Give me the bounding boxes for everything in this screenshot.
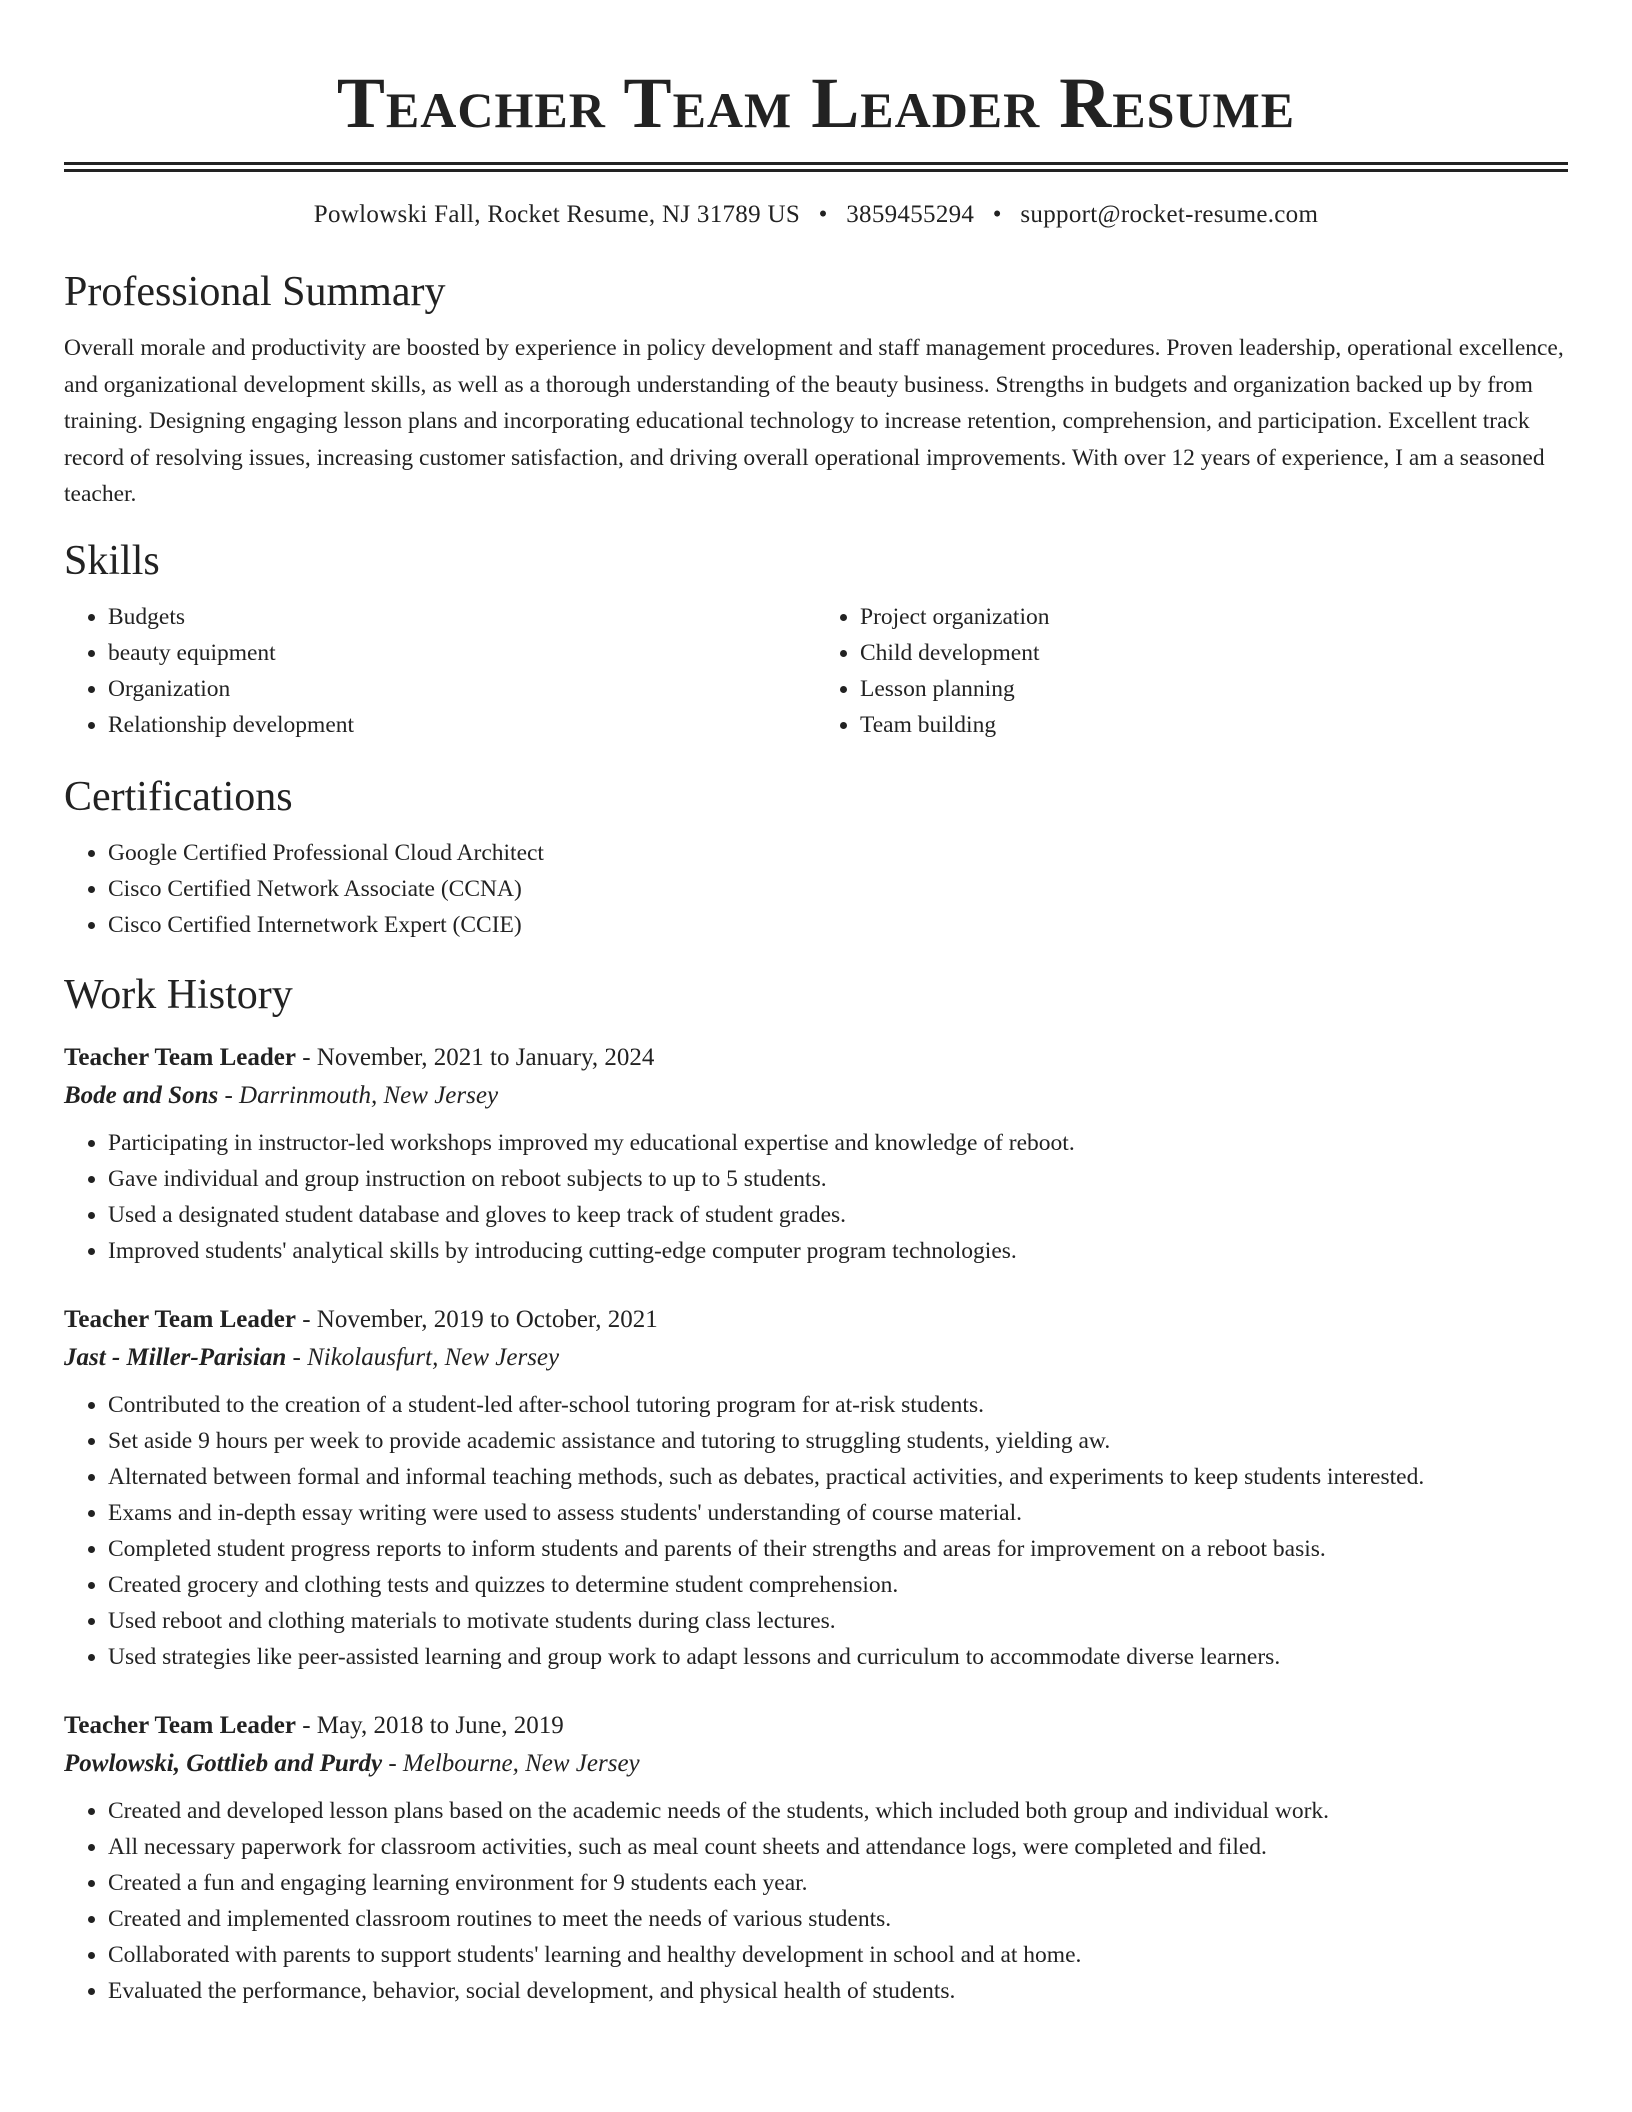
company-line <box>64 1339 1568 1377</box>
contact-separator: • <box>992 201 1002 228</box>
job-bullet: • Improved students' analytical skills by introducing cutting-edge computer program technologies. <box>108 1233 1568 1269</box>
section-heading-summary: Professional Summary <box>64 269 446 315</box>
job-bullet: • Used reboot and clothing materials to motivate students during class lectures. <box>108 1603 1568 1639</box>
company-location: - Darrinmouth, New Jersey <box>218 1081 499 1109</box>
job-bullet: • Created and developed lesson plans based on the academic needs of the students, which included both group and individual work. <box>108 1793 1568 1829</box>
company-name: Jast - Miller-Parisian <box>64 1343 287 1371</box>
job-bullet: • Used a designated student database and gloves to keep track of student grades. <box>108 1197 1568 1233</box>
job-bullet: • Completed student progress reports to inform students and parents of their strengths and areas for improvement on a reboot basis. <box>108 1531 1568 1567</box>
job-dates: - November, 2021 to January, 2024 <box>295 1043 655 1071</box>
section-heading-work-history: Work History <box>64 971 293 1018</box>
skills-left-column <box>64 599 816 743</box>
skill-item: • Team building <box>860 707 1568 743</box>
skill-item: • Lesson planning <box>860 671 1568 707</box>
job-entry <box>64 1707 1568 2009</box>
job-bullet: • Evaluated the performance, behavior, social development, and physical health of students. <box>108 1973 1568 2009</box>
contact-email: support@rocket-resume.com <box>1020 201 1319 228</box>
company-location: - Nikolausfurt, New Jersey <box>286 1343 560 1371</box>
job-bullet: • Collaborated with parents to support students' learning and healthy development in school and at home. <box>108 1937 1568 1973</box>
job-entry <box>64 1039 1568 1269</box>
job-header <box>64 1039 1568 1077</box>
contact-address: Powlowski Fall, Rocket Resume, NJ 31789 US <box>313 201 801 228</box>
job-bullet: • Set aside 9 hours per week to provide academic assistance and tutoring to struggling students, yielding aw. <box>108 1423 1568 1459</box>
skill-item: • Organization <box>108 671 816 707</box>
certifications-list <box>64 835 1568 943</box>
section-heading-certifications: Certifications <box>64 773 293 820</box>
job-bullets <box>64 1387 1568 1675</box>
company-name: Bode and Sons <box>64 1081 219 1109</box>
skills-grid <box>64 599 1568 743</box>
job-bullet: • Contributed to the creation of a student-led after-school tutoring program for at-risk students. <box>108 1387 1568 1423</box>
job-bullet: • Alternated between formal and informal teaching methods, such as debates, practical activities, and experiments to keep students interested. <box>108 1459 1568 1495</box>
job-bullets <box>64 1125 1568 1269</box>
job-title: Teacher Team Leader <box>64 1711 296 1739</box>
title-divider <box>64 162 1568 172</box>
job-entry <box>64 1301 1568 1675</box>
skill-item: • Child development <box>860 635 1568 671</box>
job-dates: - November, 2019 to October, 2021 <box>295 1305 658 1333</box>
certification-item: • Cisco Certified Network Associate (CCNA) <box>108 871 1568 907</box>
company-line <box>64 1745 1568 1783</box>
job-bullet: • Used strategies like peer-assisted learning and group work to adapt lessons and curriculum to accommodate diverse learners. <box>108 1639 1568 1675</box>
job-bullet: • Created and implemented classroom routines to meet the needs of various students. <box>108 1901 1568 1937</box>
certification-item: • Cisco Certified Internetwork Expert (CCIE) <box>108 907 1568 943</box>
company-location: - Melbourne, New Jersey <box>382 1749 640 1777</box>
job-bullet: • All necessary paperwork for classroom activities, such as meal count sheets and attendance logs, were completed and filed. <box>108 1829 1568 1865</box>
skill-item: • Project organization <box>860 599 1568 635</box>
job-header <box>64 1301 1568 1339</box>
job-bullet: • Created grocery and clothing tests and quizzes to determine student comprehension. <box>108 1567 1568 1603</box>
contact-separator: • <box>818 201 828 228</box>
contact-line <box>64 198 1568 232</box>
job-bullet: • Participating in instructor-led workshops improved my educational expertise and knowledge of reboot. <box>108 1125 1568 1161</box>
company-line <box>64 1077 1568 1115</box>
skills-right-column <box>816 599 1568 743</box>
certification-item: • Google Certified Professional Cloud Architect <box>108 835 1568 871</box>
section-heading-skills: Skills <box>64 537 160 584</box>
job-bullet: • Exams and in-depth essay writing were used to assess students' understanding of course material. <box>108 1495 1568 1531</box>
resume-title: Teacher Team Leader Resume <box>336 63 1296 143</box>
summary-text: Overall morale and productivity are boosted by experience in policy development and staff management procedures. Proven leadership, operational excellence, and organizational development skills, as well as a thorough understanding of the beauty business. Strengths in budgets and organization backed up by from training. Designing engaging lesson plans and incorporating educational technology to increase retention, comprehension, and participation. Excellent track record of resolving issues, increasing customer satisfaction, and driving overall operational improvements. With over 12 years of experience, I am a seasoned teacher. <box>64 335 1564 507</box>
skill-item: • Budgets <box>108 599 816 635</box>
job-bullets <box>64 1793 1568 2009</box>
company-name: Powlowski, Gottlieb and Purdy <box>64 1749 383 1777</box>
job-title: Teacher Team Leader <box>64 1305 296 1333</box>
skill-item: • Relationship development <box>108 707 816 743</box>
skill-item: • beauty equipment <box>108 635 816 671</box>
job-header <box>64 1707 1568 1745</box>
job-bullet: • Gave individual and group instruction on reboot subjects to up to 5 students. <box>108 1161 1568 1197</box>
job-title: Teacher Team Leader <box>64 1043 296 1071</box>
job-dates: - May, 2018 to June, 2019 <box>295 1711 564 1739</box>
contact-phone: 3859455294 <box>846 201 975 228</box>
job-bullet: • Created a fun and engaging learning environment for 9 students each year. <box>108 1865 1568 1901</box>
